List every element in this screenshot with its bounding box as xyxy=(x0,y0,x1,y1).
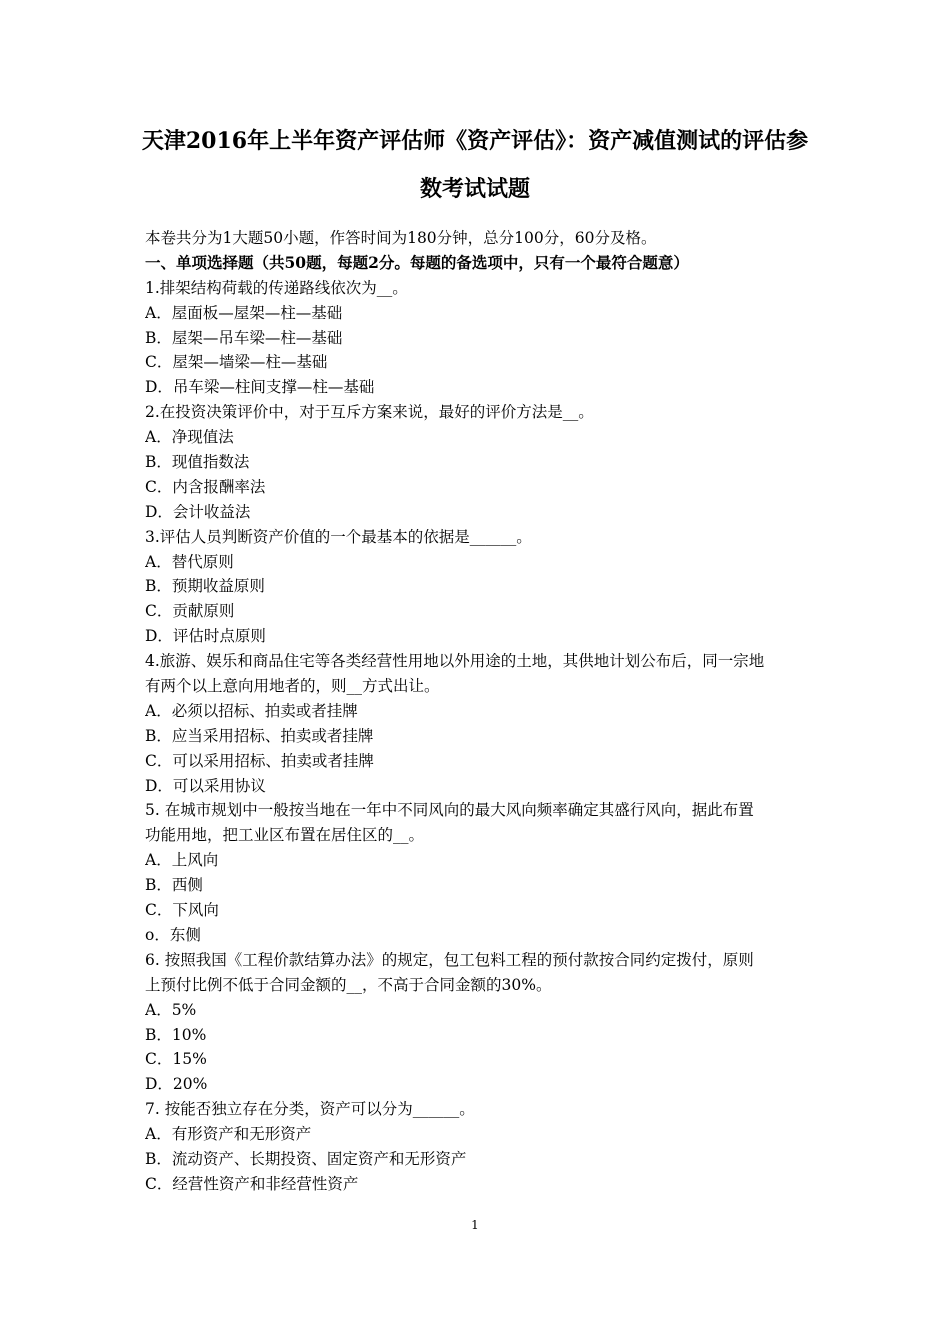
question-7-option-c: C．经营性资产和非经营性资产 xyxy=(145,1174,359,1193)
question-1-option-d: D．吊车梁—柱间支撑—柱—基础 xyxy=(145,378,375,397)
question-1-option-b: B．屋架—吊车梁—柱—基础 xyxy=(145,328,343,347)
question-2-option-a: A．净现值法 xyxy=(145,428,234,447)
question-1-option-a: A．屋面板—屋架—柱—基础 xyxy=(145,303,343,322)
question-2-option-b: B．现值指数法 xyxy=(145,453,250,472)
question-3-option-c: C．贡献原则 xyxy=(145,602,235,621)
question-6-option-a: A．5% xyxy=(145,1000,197,1019)
document-title-line-1: 天津2016年上半年资产评估师《资产评估》：资产减值测试的评估参 xyxy=(141,128,809,154)
question-1-option-c: C．屋架—墙梁—柱—基础 xyxy=(145,353,328,372)
question-7-option-b: B．流动资产、长期投资、固定资产和无形资产 xyxy=(145,1149,467,1168)
question-1: 1.排架结构荷载的传递路线依次为__。 xyxy=(145,278,408,297)
question-2-option-c: C．内含报酬率法 xyxy=(145,477,266,496)
question-4-line-1: 4.旅游、娱乐和商品住宅等各类经营性用地以外用途的土地，其供地计划公布后，同一宗地 xyxy=(145,652,765,671)
question-6-line-1: 6. 按照我国《工程价款结算办法》的规定，包工包料工程的预付款按合同约定拨付，原则 xyxy=(145,950,754,969)
section-heading: 一、单项选择题（共50题，每题2分。每题的备选项中，只有一个最符合题意） xyxy=(145,252,689,272)
question-3: 3.评估人员判断资产价值的一个最基本的依据是______。 xyxy=(145,527,532,546)
question-4-option-b: B．应当采用招标、拍卖或者挂牌 xyxy=(145,726,374,745)
question-3-option-d: D．评估时点原则 xyxy=(145,627,266,646)
question-7-option-a: A．有形资产和无形资产 xyxy=(145,1125,312,1144)
question-2: 2.在投资决策评价中，对于互斥方案来说，最好的评价方法是__。 xyxy=(145,403,594,422)
document-title-line-2: 数考试试题 xyxy=(419,176,530,202)
question-6-line-2: 上预付比例不低于合同金额的__，不高于合同金额的30%。 xyxy=(145,975,552,994)
question-4-option-c: C．可以采用招标、拍卖或者挂牌 xyxy=(145,751,374,770)
document-body xyxy=(145,226,825,1197)
question-4-option-d: D．可以采用协议 xyxy=(145,776,266,795)
page-number: 1 xyxy=(471,1218,479,1232)
question-3-option-b: B．预期收益原则 xyxy=(145,577,265,596)
question-2-option-d: D．会计收益法 xyxy=(145,502,251,521)
question-6-option-d: D．20% xyxy=(145,1075,208,1094)
question-7: 7. 按能否独立存在分类，资产可以分为______。 xyxy=(145,1100,475,1119)
question-4-line-2: 有两个以上意向用地者的，则__方式出让。 xyxy=(145,677,440,696)
question-3-option-a: A．替代原则 xyxy=(145,552,234,571)
question-6-option-b: B．10% xyxy=(145,1025,207,1044)
exam-instructions: 本卷共分为1大题50小题，作答时间为180分钟，总分100分，60分及格。 xyxy=(145,229,657,247)
question-6-option-c: C．15% xyxy=(145,1050,207,1069)
question-5-option-c: C．下风向 xyxy=(145,901,219,920)
question-5-line-1: 5. 在城市规划中一般按当地在一年中不同风向的最大风向频率确定其盛行风向，据此布置 xyxy=(145,801,754,820)
question-5-option-b: B．西侧 xyxy=(145,876,203,895)
question-4-option-a: A．必须以招标、拍卖或者挂牌 xyxy=(145,701,358,720)
question-5-line-2: 功能用地，把工业区布置在居住区的__。 xyxy=(145,826,425,845)
question-5-option-d: o．东侧 xyxy=(145,925,201,944)
question-5-option-a: A．上风向 xyxy=(145,851,219,870)
